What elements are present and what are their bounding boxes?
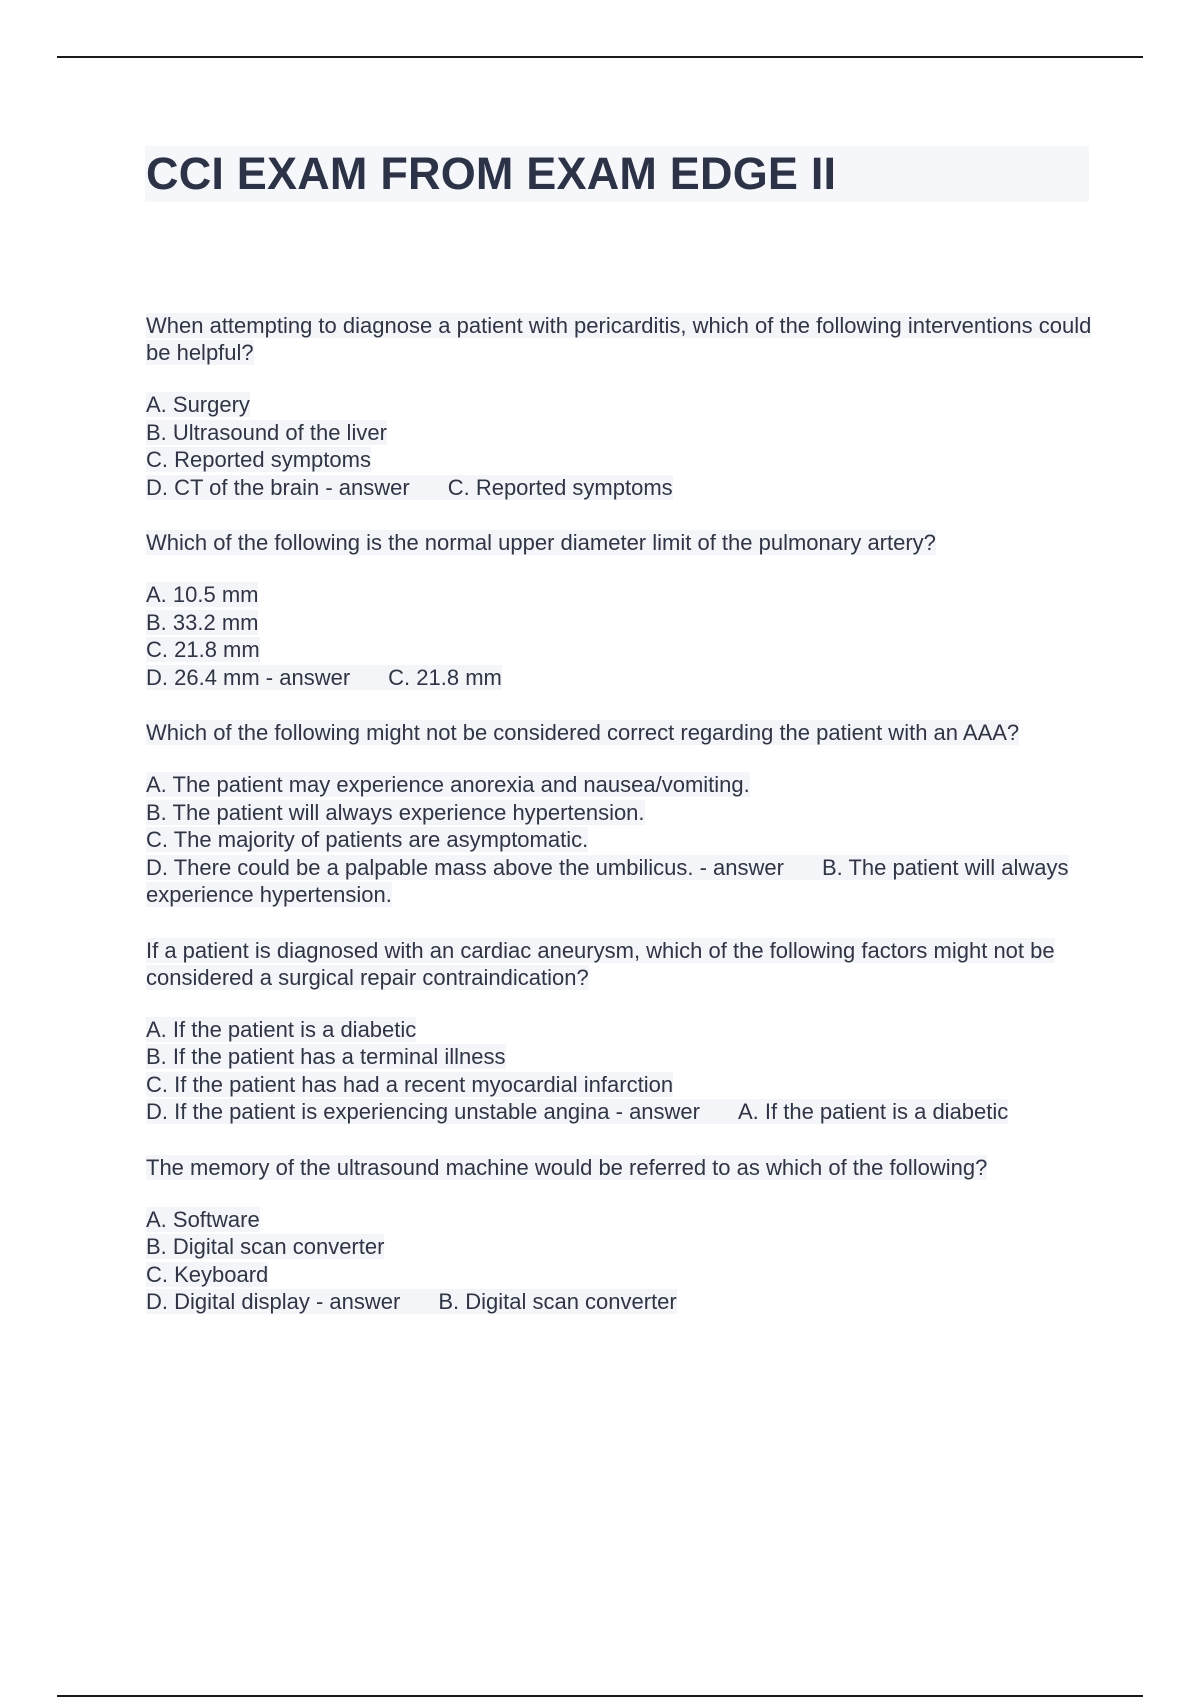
option-d: D. 26.4 mm - answer — [146, 664, 351, 690]
question-list — [146, 312, 1096, 1344]
option-d-with-answer — [146, 1288, 1096, 1316]
answer: B. Digital scan converter — [438, 1289, 677, 1314]
top-rule — [57, 56, 1143, 58]
answer: B. The patient will always experience hypertension. — [146, 854, 1069, 907]
answer: C. 21.8 mm — [388, 664, 502, 690]
option-a: A. Software — [146, 1206, 260, 1232]
question-text — [146, 312, 1096, 366]
option-c: C. The majority of patients are asymptomatic. — [146, 827, 589, 852]
option-b: B. The patient will always experience hypertension. — [146, 799, 645, 825]
question-text — [146, 937, 1096, 991]
question-text-value: Which of the following might not be considered correct regarding the patient with an AAA? — [146, 720, 1020, 745]
question-5 — [146, 1154, 1096, 1316]
question-text — [146, 529, 1096, 556]
option-b: B. 33.2 mm — [146, 609, 259, 635]
option-d: D. If the patient is experiencing unstable angina - answer — [146, 1099, 700, 1124]
document-title: CCI EXAM FROM EXAM EDGE II — [146, 148, 837, 199]
question-text-value: If a patient is diagnosed with an cardiac aneurysm, which of the following factors might not be considered a surgical repair contraindication? — [146, 937, 1055, 990]
option-d: D. Digital display - answer — [146, 1289, 401, 1314]
option-c: C. If the patient has had a recent myocardial infarction — [146, 1071, 674, 1097]
question-text — [146, 719, 1096, 746]
question-2 — [146, 529, 1096, 691]
option-a: A. The patient may experience anorexia and nausea/vomiting. — [146, 772, 750, 797]
question-text-value: Which of the following is the normal upper diameter limit of the pulmonary artery? — [146, 530, 936, 555]
question-1 — [146, 312, 1096, 501]
option-b: B. Digital scan converter — [146, 1234, 385, 1259]
question-text — [146, 1154, 1096, 1181]
option-a: A. Surgery — [146, 392, 250, 417]
question-4 — [146, 937, 1096, 1126]
option-c: C. Reported symptoms — [146, 447, 371, 472]
option-d: D. CT of the brain - answer — [146, 474, 410, 500]
option-c: C. Keyboard — [146, 1261, 269, 1287]
option-d-with-answer — [146, 1098, 1096, 1126]
option-d: D. There could be a palpable mass above the umbilicus. - answer — [146, 854, 784, 880]
question-text-value: The memory of the ultrasound machine would be referred to as which of the following? — [146, 1154, 988, 1180]
question-3 — [146, 719, 1096, 909]
question-text-value: When attempting to diagnose a patient with pericarditis, which of the following interventions could be helpful? — [146, 313, 1092, 365]
option-d-with-answer — [146, 664, 1096, 692]
option-a: A. 10.5 mm — [146, 582, 259, 607]
option-d-with-answer — [146, 854, 1096, 909]
option-b: B. If the patient has a terminal illness — [146, 1044, 506, 1069]
option-a: A. If the patient is a diabetic — [146, 1016, 417, 1042]
option-d-with-answer — [146, 474, 1096, 502]
bottom-rule — [57, 1695, 1143, 1697]
answer: C. Reported symptoms — [447, 474, 673, 500]
answer: A. If the patient is a diabetic — [738, 1099, 1009, 1124]
option-b: B. Ultrasound of the liver — [146, 419, 387, 445]
option-c: C. 21.8 mm — [146, 637, 260, 662]
